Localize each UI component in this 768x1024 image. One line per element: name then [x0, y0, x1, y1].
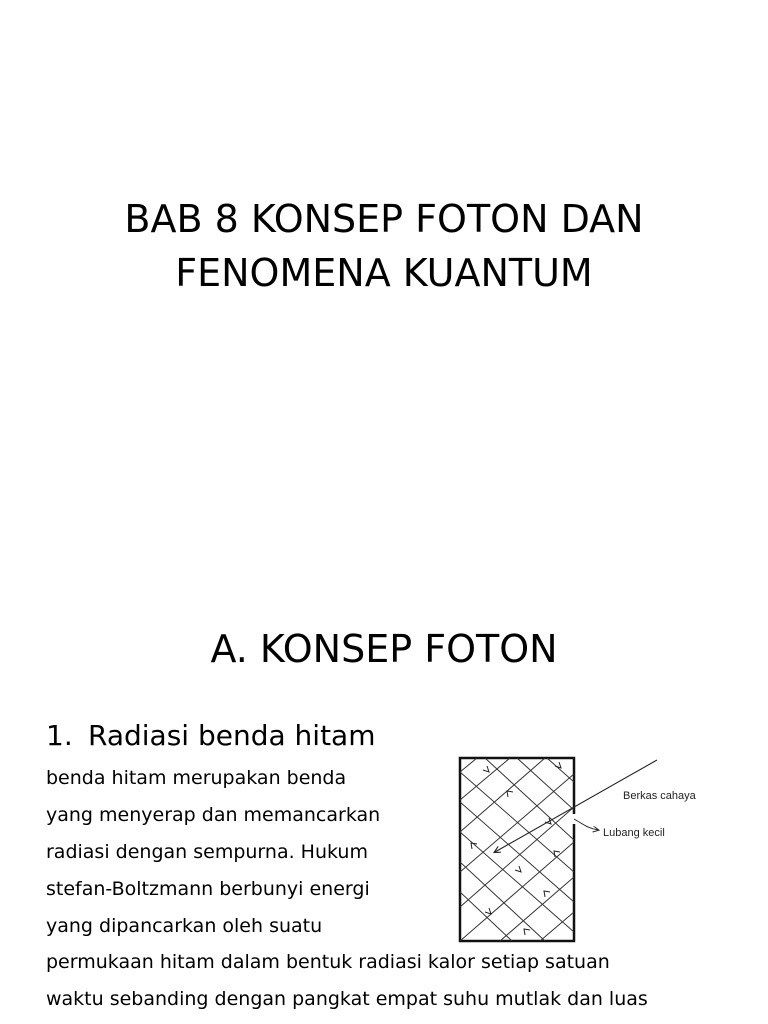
title-line-1: BAB 8 KONSEP FOTON DAN	[124, 197, 644, 241]
list-number: 1.	[46, 719, 73, 752]
paragraph-line: yang menyerap dan memancarkan	[46, 804, 381, 826]
paragraph-full	[46, 944, 746, 1018]
blackbody-cavity-figure	[455, 752, 715, 947]
slide-1-title	[0, 192, 768, 300]
paragraph-line: radiasi dengan sempurna. Hukum	[46, 841, 368, 863]
title-line-2: FENOMENA KUANTUM	[175, 251, 593, 295]
paragraph-line: waktu sebanding dengan pangkat empat suhu mutlak dan luas	[46, 988, 648, 1010]
paragraph-line: yang dipancarkan oleh suatu	[46, 915, 323, 937]
paragraph-line: permukaan hitam dalam bentuk radiasi kalor setiap satuan	[46, 951, 610, 973]
paragraph-line: benda hitam merupakan benda	[46, 767, 347, 789]
list-heading-text: Radiasi benda hitam	[88, 719, 376, 752]
label-lubang-kecil: Lubang kecil	[603, 827, 665, 839]
slide-2-title: A. KONSEP FOTON	[210, 627, 558, 671]
blackbody-cavity-diagram	[455, 752, 715, 947]
reflected-rays	[460, 758, 574, 941]
label-berkas-cahaya: Berkas cahaya	[623, 790, 696, 802]
list-heading	[46, 716, 376, 756]
hole-pointer	[574, 819, 598, 830]
paragraph-line: stefan-Boltzmann berbunyi energi	[46, 878, 370, 900]
paragraph-wrapped	[46, 760, 476, 945]
